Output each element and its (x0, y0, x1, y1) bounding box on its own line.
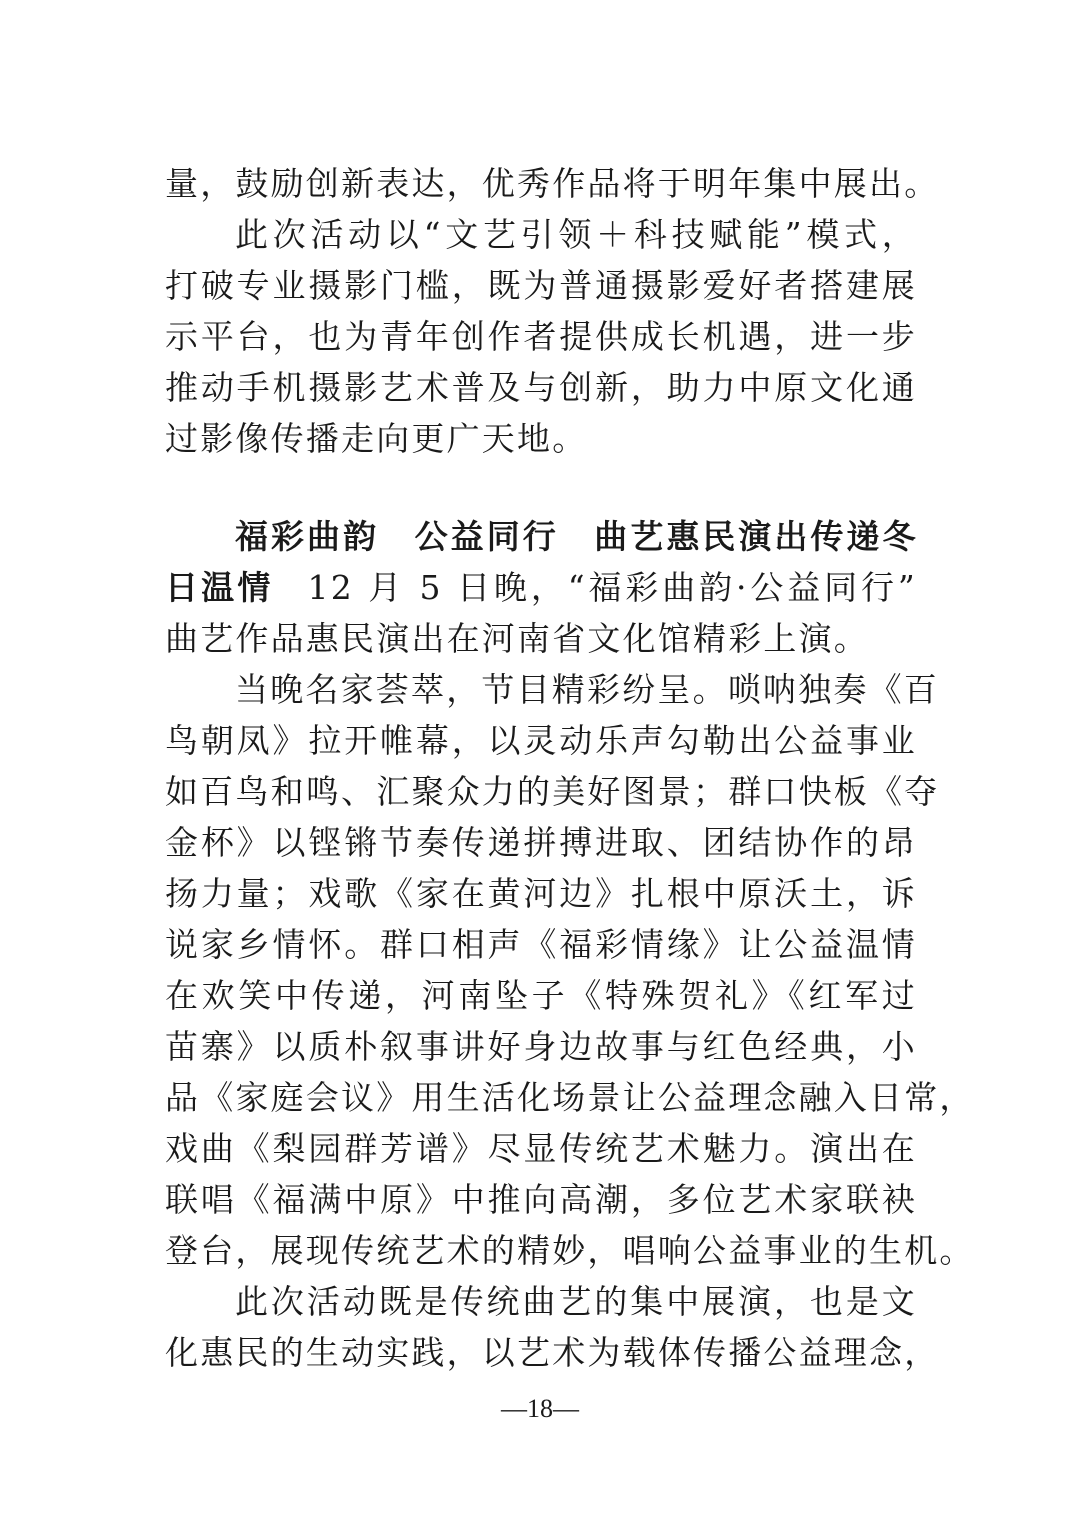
paragraph-line: 此次活动以“文艺引领＋科技赋能”模式， (235, 215, 917, 254)
paragraph-line: 苗寨》以质朴叙事讲好身边故事与红色经典，小 (165, 1027, 917, 1066)
heading-part: 福彩曲韵 (235, 517, 380, 556)
paragraph-line: 示平台，也为青年创作者提供成长机遇，进一步 (165, 317, 917, 356)
paragraph-line: 鸟朝凤》拉开帷幕，以灵动乐声勾勒出公益事业 (165, 721, 917, 760)
paragraph-line: 曲艺作品惠民演出在河南省文化馆精彩上演。 (165, 619, 869, 658)
paragraph-line: 当晚名家荟萃，节目精彩纷呈。唢呐独奏《百 (235, 670, 939, 709)
paragraph-line: 戏曲《梨园群芳谱》尽显传统艺术魅力。演出在 (165, 1129, 917, 1168)
paragraph-line: 量，鼓励创新表达，优秀作品将于明年集中展出。 (165, 164, 940, 203)
lead-text: 12 月 5 日晚，“福彩曲韵·公益同行” (307, 568, 918, 607)
section-folk-art-performance (165, 511, 975, 1378)
paragraph-line: 扬力量；戏歌《家在黄河边》扎根中原沃土，诉 (165, 874, 917, 913)
paragraph-line: 登台，展现传统艺术的精妙，唱响公益事业的生机。 (165, 1231, 975, 1270)
article-heading-line (165, 511, 917, 562)
heading-part: 曲艺惠民演出传递冬 (592, 517, 918, 556)
section-photography-text (165, 158, 940, 464)
page-number: —18— (501, 1394, 579, 1423)
paragraph-line: 化惠民的生动实践，以艺术为载体传播公益理念， (165, 1333, 940, 1372)
article-heading-lead-line (165, 562, 917, 613)
heading-part: 日温情 (165, 568, 274, 607)
paragraph-line: 过影像传播走向更广天地。 (165, 419, 588, 458)
paragraph-line: 品《家庭会议》用生活化场景让公益理念融入日常， (165, 1078, 975, 1117)
paragraph-line: 打破专业摄影门槛，既为普通摄影爱好者搭建展 (165, 266, 917, 305)
paragraph-line: 如百鸟和鸣、汇聚众力的美好图景；群口快板《夺 (165, 772, 940, 811)
paragraph-line: 说家乡情怀。群口相声《福彩情缘》让公益温情 (165, 925, 917, 964)
paragraph-line: 此次活动既是传统曲艺的集中展演，也是文 (235, 1282, 917, 1321)
paragraph-line: 金杯》以铿锵节奏传递拼搏进取、团结协作的昂 (165, 823, 917, 862)
heading-part: 公益同行 (413, 517, 559, 556)
paragraph-line: 在欢笑中传递，河南坠子《特殊贺礼》《红军过 (165, 976, 917, 1015)
paragraph-line: 联唱《福满中原》中推向高潮，多位艺术家联袂 (165, 1180, 917, 1219)
paragraph-line: 推动手机摄影艺术普及与创新，助力中原文化通 (165, 368, 917, 407)
